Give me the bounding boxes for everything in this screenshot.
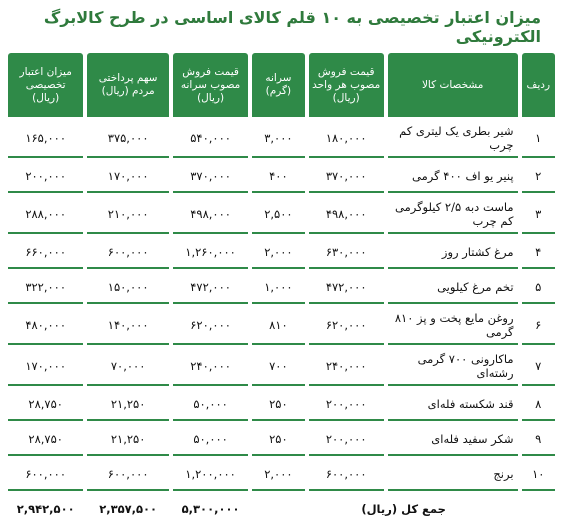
cell-unit-price: ۲۰۰,۰۰۰ — [309, 424, 384, 456]
cell-per-capita-price: ۵۰,۰۰۰ — [173, 389, 248, 421]
cell-unit-price: ۱۸۰,۰۰۰ — [309, 120, 384, 158]
cell-row: ۵ — [522, 272, 555, 304]
cell-payment-share: ۶۰۰,۰۰۰ — [87, 459, 169, 491]
cell-item: قند شکسته فله‌ای — [388, 389, 518, 421]
cell-per-capita: ۸۱۰ — [252, 307, 304, 345]
document — [4, 4, 559, 516]
cell-per-capita: ۲۵۰ — [252, 389, 304, 421]
cell-per-capita-price: ۵۰,۰۰۰ — [173, 424, 248, 456]
cell-row: ۱۰ — [522, 459, 555, 491]
allocation-table — [4, 50, 559, 527]
cell-payment-share: ۱۷۰,۰۰۰ — [87, 161, 169, 193]
cell-row: ۸ — [522, 389, 555, 421]
cell-item: شکر سفید فله‌ای — [388, 424, 518, 456]
cell-row: ۹ — [522, 424, 555, 456]
cell-item: ماکارونی ۷۰۰ گرمی رشته‌ای — [388, 348, 518, 386]
page-title: میزان اعتبار تخصیصی به ۱۰ قلم کالای اساسی در طرح کالابرگ الکترونیکی — [43, 8, 541, 46]
total-per-capita-price: ۵,۳۰۰,۰۰۰ — [173, 494, 248, 524]
cell-payment-share: ۲۱,۲۵۰ — [87, 424, 169, 456]
total-row — [8, 494, 555, 524]
col-header-unit-price: قیمت فروش مصوب هر واحد (ریال) — [309, 53, 384, 117]
cell-item: شیر بطری یک لیتری کم چرب — [388, 120, 518, 158]
table-row — [8, 348, 555, 386]
cell-row: ۱ — [522, 120, 555, 158]
cell-per-capita: ۱,۰۰۰ — [252, 272, 304, 304]
cell-unit-price: ۶۲۰,۰۰۰ — [309, 307, 384, 345]
cell-payment-share: ۲۱,۲۵۰ — [87, 389, 169, 421]
cell-unit-price: ۲۰۰,۰۰۰ — [309, 389, 384, 421]
cell-per-capita: ۷۰۰ — [252, 348, 304, 386]
cell-per-capita-price: ۴۷۲,۰۰۰ — [173, 272, 248, 304]
cell-allocated: ۶۰۰,۰۰۰ — [8, 459, 83, 491]
cell-per-capita-price: ۱,۲۶۰,۰۰۰ — [173, 237, 248, 269]
cell-payment-share: ۷۰,۰۰۰ — [87, 348, 169, 386]
table-row — [8, 272, 555, 304]
col-header-allocated: میزان اعتبار تخصیصی (ریال) — [8, 53, 83, 117]
table-row — [8, 161, 555, 193]
cell-per-capita: ۳,۰۰۰ — [252, 120, 304, 158]
cell-item: ماست دبه ۲/۵ کیلوگرمی کم چرب — [388, 196, 518, 234]
cell-allocated: ۴۸۰,۰۰۰ — [8, 307, 83, 345]
table-row — [8, 424, 555, 456]
cell-item: برنج — [388, 459, 518, 491]
cell-unit-price: ۶۰۰,۰۰۰ — [309, 459, 384, 491]
col-header-payment-share: سهم پرداختی مردم (ریال) — [87, 53, 169, 117]
cell-per-capita-price: ۲۴۰,۰۰۰ — [173, 348, 248, 386]
cell-allocated: ۶۶۰,۰۰۰ — [8, 237, 83, 269]
cell-row: ۴ — [522, 237, 555, 269]
cell-unit-price: ۶۳۰,۰۰۰ — [309, 237, 384, 269]
col-header-per-capita-price: قیمت فروش مصوب سرانه (ریال) — [173, 53, 248, 117]
col-header-per-capita: سرانه (گرم) — [252, 53, 304, 117]
table-row — [8, 120, 555, 158]
cell-per-capita: ۲,۰۰۰ — [252, 459, 304, 491]
cell-row: ۳ — [522, 196, 555, 234]
cell-unit-price: ۲۴۰,۰۰۰ — [309, 348, 384, 386]
cell-per-capita-price: ۶۲۰,۰۰۰ — [173, 307, 248, 345]
table-row — [8, 237, 555, 269]
cell-payment-share: ۱۴۰,۰۰۰ — [87, 307, 169, 345]
col-header-row: ردیف — [522, 53, 555, 117]
cell-item: مرغ کشتار روز — [388, 237, 518, 269]
cell-item: تخم مرغ کیلویی — [388, 272, 518, 304]
cell-per-capita-price: ۱,۲۰۰,۰۰۰ — [173, 459, 248, 491]
cell-payment-share: ۱۵۰,۰۰۰ — [87, 272, 169, 304]
table-row — [8, 389, 555, 421]
cell-row: ۲ — [522, 161, 555, 193]
cell-allocated: ۲۸,۷۵۰ — [8, 424, 83, 456]
cell-per-capita-price: ۳۷۰,۰۰۰ — [173, 161, 248, 193]
header-row — [8, 53, 555, 117]
cell-allocated: ۳۲۲,۰۰۰ — [8, 272, 83, 304]
cell-unit-price: ۴۹۸,۰۰۰ — [309, 196, 384, 234]
cell-unit-price: ۴۷۲,۰۰۰ — [309, 272, 384, 304]
cell-allocated: ۱۷۰,۰۰۰ — [8, 348, 83, 386]
table-row — [8, 196, 555, 234]
cell-per-capita: ۲۵۰ — [252, 424, 304, 456]
cell-per-capita: ۲,۵۰۰ — [252, 196, 304, 234]
cell-per-capita: ۲,۰۰۰ — [252, 237, 304, 269]
cell-row: ۶ — [522, 307, 555, 345]
cell-allocated: ۲۰۰,۰۰۰ — [8, 161, 83, 193]
cell-unit-price: ۳۷۰,۰۰۰ — [309, 161, 384, 193]
total-allocated: ۲,۹۴۲,۵۰۰ — [8, 494, 83, 524]
table-row — [8, 459, 555, 491]
cell-item: روغن مایع پخت و پز ۸۱۰ گرمی — [388, 307, 518, 345]
cell-payment-share: ۶۰۰,۰۰۰ — [87, 237, 169, 269]
total-label: جمع کل (ریال) — [252, 494, 555, 524]
cell-row: ۷ — [522, 348, 555, 386]
cell-allocated: ۱۶۵,۰۰۰ — [8, 120, 83, 158]
cell-per-capita-price: ۴۹۸,۰۰۰ — [173, 196, 248, 234]
col-header-item: مشخصات کالا — [388, 53, 518, 117]
cell-payment-share: ۲۱۰,۰۰۰ — [87, 196, 169, 234]
cell-allocated: ۲۸,۷۵۰ — [8, 389, 83, 421]
cell-payment-share: ۳۷۵,۰۰۰ — [87, 120, 169, 158]
cell-per-capita-price: ۵۴۰,۰۰۰ — [173, 120, 248, 158]
cell-per-capita: ۴۰۰ — [252, 161, 304, 193]
table-row — [8, 307, 555, 345]
cell-item: پنیر یو اف ۴۰۰ گرمی — [388, 161, 518, 193]
total-payment-share: ۲,۳۵۷,۵۰۰ — [87, 494, 169, 524]
cell-allocated: ۲۸۸,۰۰۰ — [8, 196, 83, 234]
